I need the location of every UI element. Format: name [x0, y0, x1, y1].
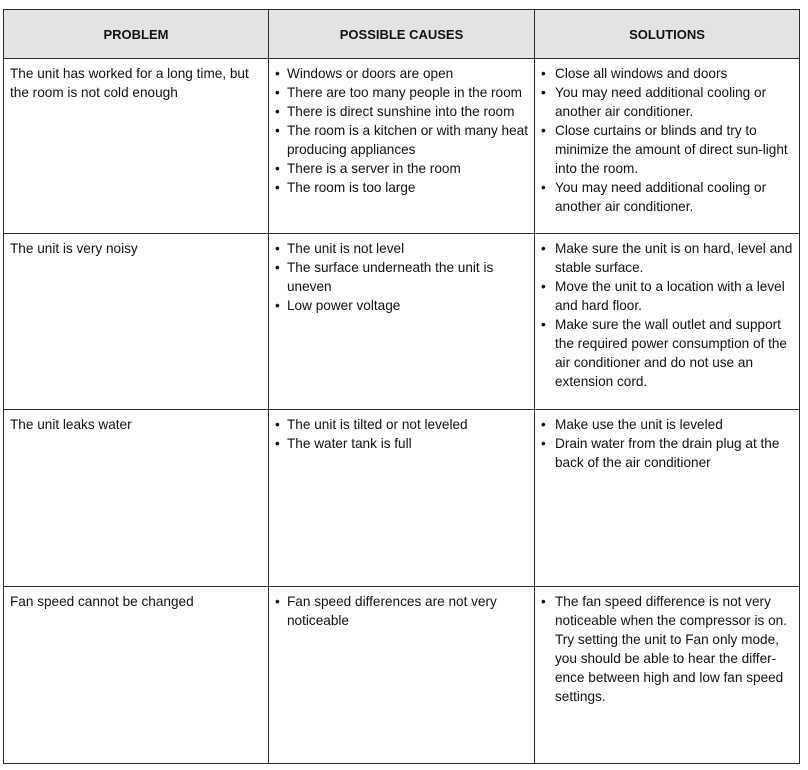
header-possible-causes: POSSIBLE CAUSES	[269, 10, 535, 59]
solutions-cell	[535, 234, 800, 410]
causes-cell	[269, 587, 535, 764]
table-body	[4, 59, 800, 764]
causes-list	[275, 64, 530, 197]
solution-item: • Drain water from the drain plug at the back of the air conditioner	[541, 434, 795, 472]
solution-item: • Close curtains or blinds and try to minimize the amount of direct sun-light into the room.	[541, 121, 795, 178]
cause-item: • Windows or doors are open	[275, 64, 530, 83]
causes-list	[275, 415, 530, 453]
cause-item: • The room is a kitchen or with many heat producing appliances	[275, 121, 530, 159]
solutions-cell	[535, 410, 800, 587]
table-row	[4, 410, 800, 587]
table-row	[4, 234, 800, 410]
solutions-list	[541, 239, 795, 391]
solution-item: • Make sure the wall outlet and support the required power consumption of the air conditioner and do not use an extension cord.	[541, 315, 795, 391]
solutions-list	[541, 64, 795, 216]
cause-item: • There are too many people in the room	[275, 83, 530, 102]
table-header	[4, 10, 800, 59]
cause-item: • There is direct sunshine into the room	[275, 102, 530, 121]
solutions-list	[541, 592, 795, 706]
solution-item: • Make sure the unit is on hard, level and stable surface.	[541, 239, 795, 277]
solution-item: • Make use the unit is leveled	[541, 415, 795, 434]
header-solutions: SOLUTIONS	[535, 10, 800, 59]
solution-item: • The fan speed difference is not very noticeable when the compressor is on. Try setting the unit to Fan only mode, you should be able to hear the differ-ence between high and low fan speed settings.	[541, 592, 795, 706]
problem-cell: Fan speed cannot be changed	[4, 587, 269, 764]
causes-list	[275, 239, 530, 315]
problem-cell: The unit leaks water	[4, 410, 269, 587]
header-row	[4, 10, 800, 59]
header-problem: PROBLEM	[4, 10, 269, 59]
solutions-cell	[535, 587, 800, 764]
cause-item: • The unit is tilted or not leveled	[275, 415, 530, 434]
cause-item: • Low power voltage	[275, 296, 530, 315]
causes-list	[275, 592, 530, 630]
problem-cell: The unit is very noisy	[4, 234, 269, 410]
troubleshooting-table	[3, 9, 800, 764]
cause-item: • There is a server in the room	[275, 159, 530, 178]
causes-cell	[269, 234, 535, 410]
solution-item: • Close all windows and doors	[541, 64, 795, 83]
solution-item: • Move the unit to a location with a level and hard floor.	[541, 277, 795, 315]
cause-item: • Fan speed differences are not very noticeable	[275, 592, 530, 630]
causes-cell	[269, 59, 535, 234]
cause-item: • The water tank is full	[275, 434, 530, 453]
cause-item: • The surface underneath the unit is uneven	[275, 258, 530, 296]
troubleshooting-table-container	[3, 9, 799, 764]
solution-item: • You may need additional cooling or another air conditioner.	[541, 178, 795, 216]
cause-item: • The unit is not level	[275, 239, 530, 258]
cause-item: • The room is too large	[275, 178, 530, 197]
table-row	[4, 587, 800, 764]
solutions-cell	[535, 59, 800, 234]
table-row	[4, 59, 800, 234]
solution-item: • You may need additional cooling or another air conditioner.	[541, 83, 795, 121]
problem-cell: The unit has worked for a long time, but the room is not cold enough	[4, 59, 269, 234]
solutions-list	[541, 415, 795, 472]
causes-cell	[269, 410, 535, 587]
